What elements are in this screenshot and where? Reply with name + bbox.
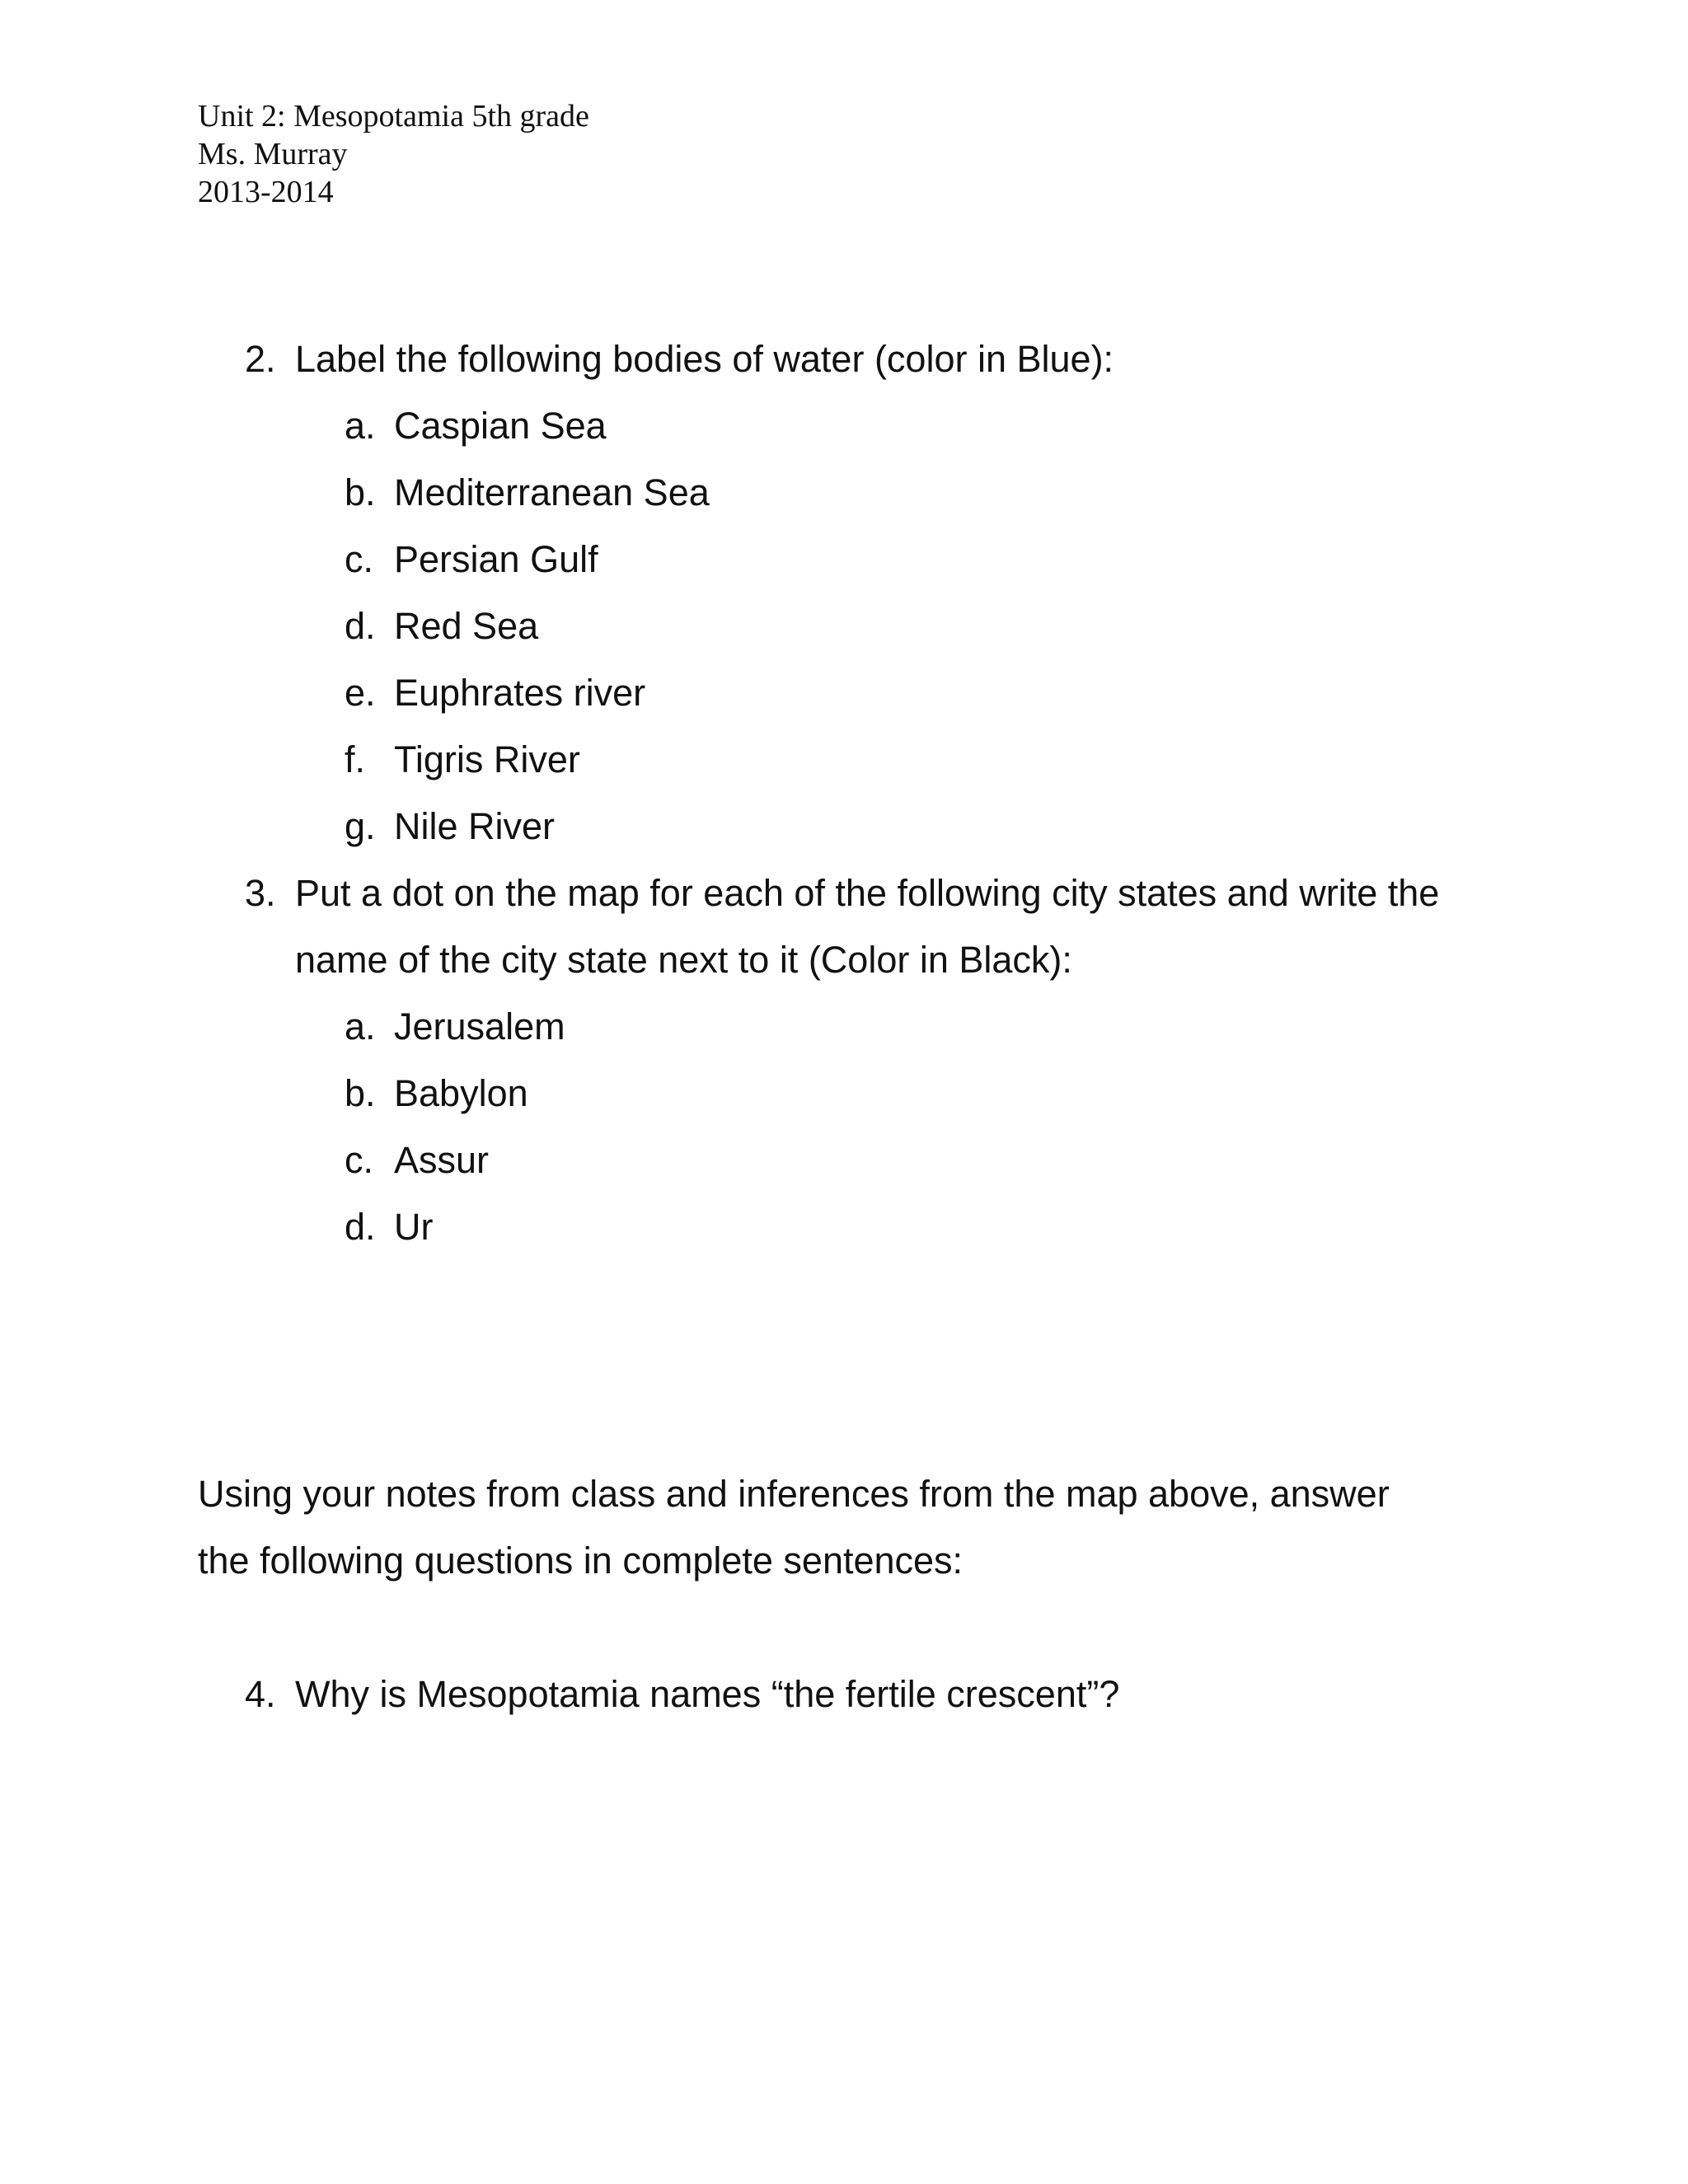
item-letter: e. [345,672,376,714]
item-letter: a. [345,1005,376,1047]
item-text: Nile River [394,805,556,847]
list-item [0,1127,1688,1193]
list-item [0,993,1688,1060]
list-item [0,659,1688,726]
document-header [198,97,589,211]
item-letter: f. [345,738,366,780]
question-4 [0,1661,1688,1727]
question-text: Put a dot on the map for each of the following city states and write the name of the city state next to it (Color in Black): [295,872,1440,981]
list-item [0,459,1688,526]
list-item [0,593,1688,659]
list-item [0,392,1688,459]
question-text: Label the following bodies of water (color in Blue): [295,338,1114,380]
item-text: Ur [394,1206,434,1248]
question-number: 2. [245,338,276,380]
item-text: Mediterranean Sea [394,471,710,513]
list-item [0,526,1688,593]
item-letter: g. [345,805,376,847]
item-text: Jerusalem [394,1005,565,1047]
item-text: Euphrates river [394,672,646,714]
item-letter: a. [345,405,376,447]
question-3 [0,860,1688,993]
list-item [0,793,1688,860]
list-item [0,726,1688,793]
item-letter: d. [345,1206,376,1248]
item-text: Tigris River [394,738,580,780]
question-2 [0,326,1688,392]
item-text: Assur [394,1139,490,1181]
item-text: Red Sea [394,605,539,647]
instructions-paragraph: Using your notes from class and inferences from the map above, answer the following questions in complete sentences: [198,1473,1390,1582]
school-year: 2013-2014 [198,175,334,209]
item-letter: b. [345,1072,376,1114]
question-4-row [0,1661,1688,1727]
list-item [0,1060,1688,1127]
teacher-name: Ms. Murray [198,137,348,171]
list-item [0,1193,1688,1260]
question-text: Why is Mesopotamia names “the fertile crescent”? [295,1673,1120,1715]
item-letter: c. [345,1139,374,1181]
item-text: Persian Gulf [394,538,598,580]
item-letter: c. [345,538,374,580]
question-number: 3. [245,872,276,914]
unit-title: Unit 2: Mesopotamia 5th grade [198,99,589,134]
item-letter: d. [345,605,376,647]
question-list [0,326,1688,1260]
question-number: 4. [245,1673,276,1715]
item-text: Caspian Sea [394,405,607,447]
item-text: Babylon [394,1072,528,1114]
item-letter: b. [345,471,376,513]
